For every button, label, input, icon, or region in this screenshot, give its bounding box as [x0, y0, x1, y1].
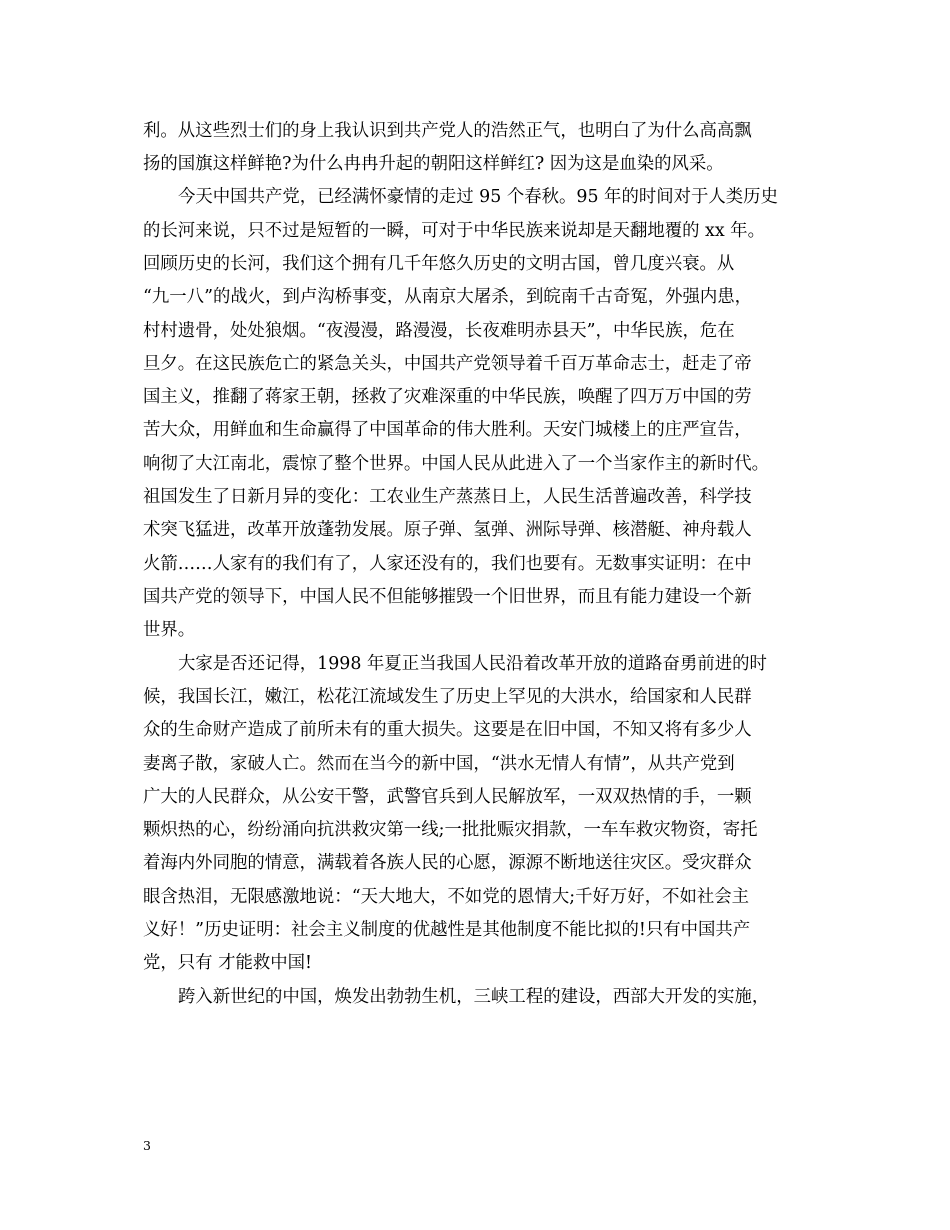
- text-line: 旦夕。在这民族危亡的紧急关头，中国共产党领导着千百万革命志士，赶走了帝: [143, 354, 752, 374]
- text-line: 扬的国旗这样鲜艳?为什么冉冉升起的朝阳这样鲜红? 因为这是血染的风采。: [143, 154, 724, 174]
- text-line: 的长河来说，只不过是短暂的一瞬，可对于中华民族来说却是天翻地覆的 xx 年。: [143, 221, 765, 241]
- text-line: 眼含热泪，无限感激地说：“天大地大，不如党的恩情大;千好万好，不如社会主: [143, 887, 750, 907]
- text-line: 国主义，推翻了蒋家王朝，拯救了灾难深重的中华民族，唤醒了四万万中国的劳: [143, 387, 752, 407]
- text-line: 国共产党的领导下，中国人民不但能够摧毁一个旧世界，而且有能力建设一个新: [143, 587, 752, 607]
- text-line: 术突飞猛进，改革开放蓬勃发展。原子弹、氢弹、洲际导弹、核潜艇、神舟载人: [143, 520, 752, 540]
- text-line: 苦大众，用鲜血和生命赢得了中国革命的伟大胜利。天安门城楼上的庄严宣告，: [143, 420, 752, 440]
- text-line: 义好！”历史证明：社会主义制度的优越性是其他制度不能比拟的!只有中国共产: [143, 920, 751, 940]
- text-line: 祖国发生了日新月异的变化：工农业生产蒸蒸日上，人民生活普遍改善，科学技: [143, 487, 752, 507]
- text-line: 党，只有 才能救中国!: [143, 953, 313, 973]
- text-line: 今天中国共产党，已经满怀豪情的走过 95 个春秋。95 年的时间对于人类历史: [178, 187, 778, 207]
- text-line: 跨入新世纪的中国，焕发出勃勃生机，三峡工程的建设，西部大开发的实施，: [178, 987, 770, 1007]
- text-line: 众的生命财产造成了前所未有的重大损失。这要是在旧中国，不知又将有多少人: [143, 720, 752, 740]
- text-line: 利。从这些烈士们的身上我认识到共产党人的浩然正气，也明白了为什么高高飘: [143, 121, 752, 141]
- text-line: 世界。: [143, 620, 196, 640]
- page-number: 3: [143, 1138, 151, 1153]
- text-line: 着海内外同胞的情意，满载着各族人民的心愿，源源不断地送往灾区。受灾群众: [143, 853, 752, 873]
- text-line: 大家是否还记得，1998 年夏正当我国人民沿着改革开放的道路奋勇前进的时: [178, 654, 767, 674]
- text-line: 村村遗骨，处处狼烟。“夜漫漫，路漫漫，长夜难明赤县天”，中华民族，危在: [143, 321, 735, 341]
- text-line: 广大的人民群众，从公安干警，武警官兵到人民解放军，一双双热情的手，一颗: [143, 787, 752, 807]
- text-line: 回顾历史的长河，我们这个拥有几千年悠久历史的文明古国，曾几度兴衰。从: [143, 254, 735, 274]
- text-line: 火箭……人家有的我们有了，人家还没有的，我们也要有。无数事实证明：在中: [143, 554, 752, 574]
- text-line: 颗炽热的心，纷纷涌向抗洪救灾第一线;一批批赈灾捐款，一车车救灾物资，寄托: [143, 820, 758, 840]
- text-line: 响彻了大江南北，震惊了整个世界。中国人民从此进入了一个当家作主的新时代。: [143, 454, 770, 474]
- text-line: 妻离子散，家破人亡。然而在当今的新中国，“洪水无情人有情”，从共产党到: [143, 754, 735, 774]
- text-line: 候，我国长江，嫩江，松花江流域发生了历史上罕见的大洪水，给国家和人民群: [143, 687, 752, 707]
- text-line: “九一八”的战火，到卢沟桥事变，从南京大屠杀，到皖南千古奇冤，外强内患，: [143, 287, 753, 307]
